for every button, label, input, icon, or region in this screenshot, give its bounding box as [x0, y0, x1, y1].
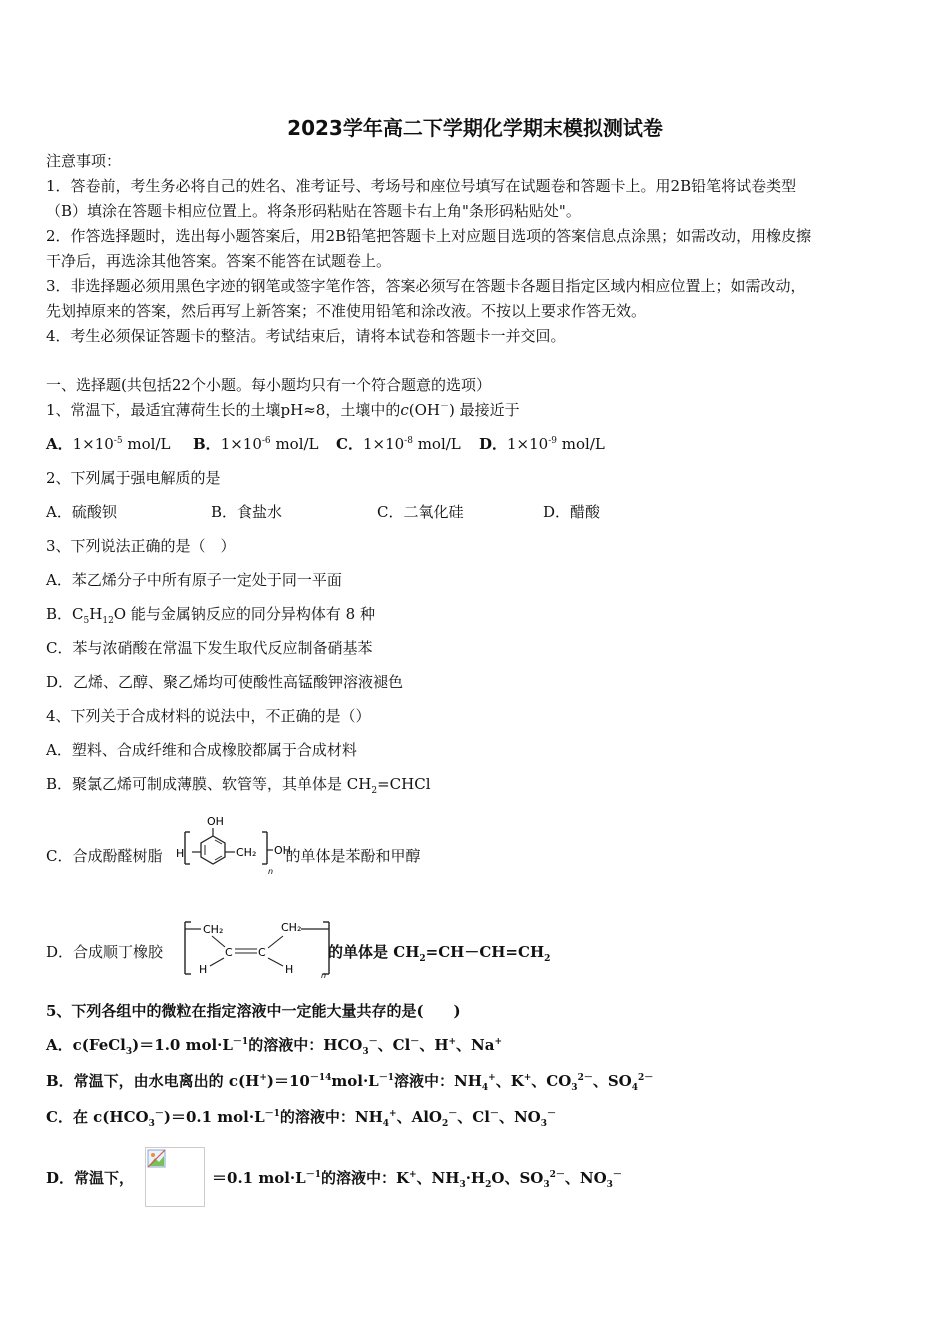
q5-option-c[interactable]: C．在 $c(HCO_3^-)=0.1$ $mol\cdot L^{-1}$的溶液中：$NH_4^+$、AlO$_2$－、Cl－、$NO_3^-$	[46, 1108, 556, 1129]
q3-option-b[interactable]: B．$C_5H_{12}O$ 能与金属钠反应的同分异构体有 8 种	[46, 605, 375, 626]
phenolic-h-label: H	[176, 847, 185, 860]
q1-option-d[interactable]: D．$1\times 10^{-9}$ mol/L	[479, 435, 605, 453]
q5-option-b[interactable]: B．常温下，由水电离出的 $c(H^+)=10^{-14}mol\cdot L^{-1}$溶液中：$NH_4^+$、K+、$CO_3^{2-}$、$SO_4^{2-}$	[46, 1072, 654, 1093]
notice-item-4: 4．考生必须保证答题卡的整洁。考试结束后，请将本试卷和答题卡一并交回。	[46, 327, 566, 345]
q2-option-c[interactable]: C．二氧化硅	[377, 503, 464, 521]
question-2-options	[46, 501, 600, 523]
cis-polybutadiene-structure	[177, 912, 337, 980]
notice-item-3a: 3．非选择题必须用黑色字迹的钢笔或签字笔作答，答案必须写在答题卡各题目指定区域内相应位置上；如需改动，	[46, 277, 806, 295]
q1-option-b[interactable]: B．$1\times 10^{-6}$ mol/L	[193, 435, 319, 453]
q4-option-d[interactable]: D．合成顺丁橡胶 的单体是 $CH_2=CH-CH=CH_2$	[46, 943, 551, 964]
phenolic-oh-end-label: OH	[274, 844, 291, 857]
notice-item-2a: 2．作答选择题时，选出每小题答案后，用2B铅笔把答题卡上对应题目选项的答案信息点涂黑；如需改动，用橡皮擦	[46, 227, 812, 245]
q2-option-b[interactable]: B．食盐水	[211, 503, 283, 521]
q2-option-d[interactable]: D．醋酸	[543, 503, 601, 521]
q3-option-c[interactable]: C．苯与浓硝酸在常温下发生取代反应制备硝基苯	[46, 639, 373, 657]
q4-option-b[interactable]: B．聚氯乙烯可制成薄膜、软管等，其单体是 $CH_2=CHCl$	[46, 775, 431, 796]
rubber-h2-label: H	[285, 963, 294, 976]
question-3-stem: 3、下列说法正确的是（ ）	[46, 537, 236, 555]
q1-option-a[interactable]: A．$1\times 10^{-5}$ mol/L	[46, 435, 171, 453]
phenolic-oh-label: OH	[207, 815, 224, 828]
question-5-stem: 5、下列各组中的微粒在指定溶液中一定能大量共存的是( )	[46, 1002, 461, 1020]
notice-item-2b: 干净后，再选涂其他答案。答案不能答在试题卷上。	[46, 252, 392, 270]
question-2-stem: 2、下列属于强电解质的是	[46, 469, 221, 487]
q5-option-d[interactable]: D．常温下， ＝0.1 $mol\cdot L^{-1}$的溶液中：K+、$NH_3\cdot H_2O$、$SO_3^{2-}$、$NO_3^-$	[46, 1169, 622, 1190]
q4-option-a[interactable]: A．塑料、合成纤维和合成橡胶都属于合成材料	[46, 741, 357, 759]
notice-item-1a: 1．答卷前，考生务必将自己的姓名、准考证号、考场号和座位号填写在试题卷和答题卡上。用2B铅笔将试卷类型	[46, 177, 797, 195]
q3-option-a[interactable]: A．苯乙烯分子中所有原子一定处于同一平面	[46, 571, 342, 589]
q5-option-a[interactable]: A．c(FeCl$_3$)＝1.0 $mol\cdot L^{-1}$的溶液中：$HCO_3^-$、Cl－、H+、Na+	[46, 1036, 503, 1057]
section-heading: 一、选择题(共包括22个小题。每小题均只有一个符合题意的选项）	[46, 376, 491, 394]
rubber-ch2-right-label: CH₂	[281, 921, 302, 934]
question-4-stem: 4、下列关于合成材料的说法中，不正确的是（）	[46, 707, 371, 725]
phenolic-ch2-label: CH₂	[236, 846, 257, 859]
q2-option-a[interactable]: A．硫酸钡	[46, 503, 117, 521]
rubber-c2-label: C	[258, 946, 266, 959]
phenolic-n-label: n	[268, 867, 274, 876]
rubber-h1-label: H	[199, 963, 208, 976]
page-title: 2023学年高二下学期化学期末模拟测试卷	[287, 116, 663, 140]
notice-heading: 注意事项：	[46, 152, 122, 170]
rubber-c1-label: C	[225, 946, 233, 959]
notice-item-1b: （B）填涂在答题卡相应位置上。将条形码粘贴在答题卡右上角"条形码粘贴处"。	[46, 202, 581, 220]
rubber-ch2-left-label: CH₂	[203, 923, 224, 936]
question-1-stem: 1、常温下，最适宜薄荷生长的土壤pH≈8，土壤中的c(OH－) 最接近于	[46, 401, 520, 419]
notice-item-3b: 先划掉原来的答案，然后再写上新答案；不准使用铅笔和涂改液。不按以上要求作答无效。	[46, 302, 647, 320]
question-1-options	[46, 433, 605, 455]
broken-image-icon	[147, 1149, 167, 1169]
q4-option-c[interactable]: C．合成酚醛树脂 的单体是苯酚和甲醇	[46, 847, 421, 865]
q3-option-d[interactable]: D．乙烯、乙醇、聚乙烯均可使酸性高锰酸钾溶液褪色	[46, 673, 404, 691]
phenolic-resin-structure	[175, 812, 300, 878]
rubber-n-label: n	[321, 971, 327, 980]
q1-option-c[interactable]: C．$1\times 10^{-8}$ mol/L	[336, 435, 461, 453]
